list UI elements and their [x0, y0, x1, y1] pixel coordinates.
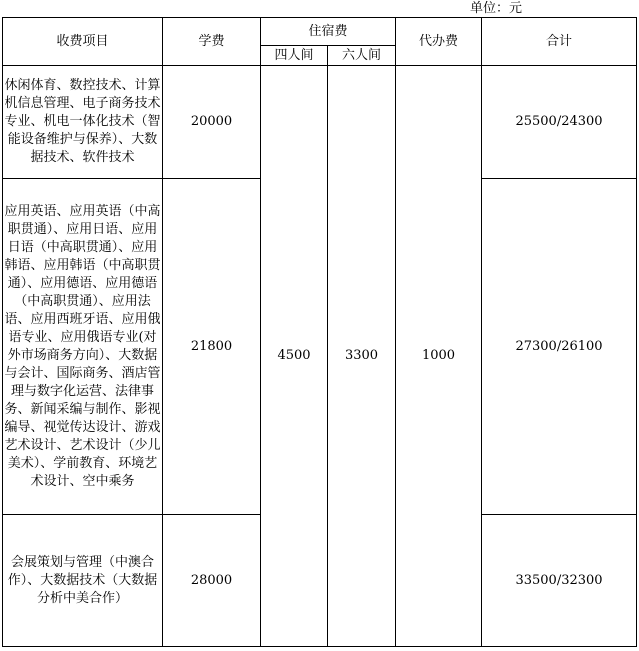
row-total: 27300/26100: [482, 179, 637, 515]
header-total: 合计: [482, 18, 637, 66]
unit-note: 单位：元: [470, 1, 523, 16]
four-person-fee: 4500: [261, 66, 328, 647]
table-row: [3, 66, 637, 179]
header-agency-fee: 代办费: [396, 18, 482, 66]
header-six-person: 六人间: [328, 46, 396, 66]
row-total: 33500/32300: [482, 515, 637, 647]
row-tuition: 21800: [163, 179, 261, 515]
header-accommodation: 住宿费: [261, 18, 396, 46]
row-tuition: 20000: [163, 66, 261, 179]
header-four-person: 四人间: [261, 46, 328, 66]
row-project: 休闲体育、数控技术、计算机信息管理、电子商务技术专业、机电一体化技术（智能设备维护与保养）、大数据技术、软件技术: [3, 66, 163, 179]
row-project: 会展策划与管理（中澳合作）、大数据技术（大数据分析中美合作）: [3, 515, 163, 647]
header-tuition: 学费: [163, 18, 261, 66]
row-total: 25500/24300: [482, 66, 637, 179]
header-row-1: [3, 18, 637, 46]
header-project: 收费项目: [3, 18, 163, 66]
six-person-fee: 3300: [328, 66, 396, 647]
fee-table: [2, 17, 637, 647]
row-tuition: 28000: [163, 515, 261, 647]
agency-fee: 1000: [396, 66, 482, 647]
row-project: 应用英语、应用英语（中高职贯通）、应用日语、应用日语（中高职贯通）、应用韩语、应用韩语（中高职贯通）、应用德语、应用德语（中高职贯通）、应用法语、应用西班牙语、应用俄语专业、应用俄语专业(对外市场商务方向）、大数据与会计、国际商务、酒店管理与数字化运营、法律事务、新闻采编与制作、影视编导、视觉传达设计、游戏艺术设计、艺术设计（少儿美术）、学前教育、环境艺术设计、空中乘务: [3, 179, 163, 515]
